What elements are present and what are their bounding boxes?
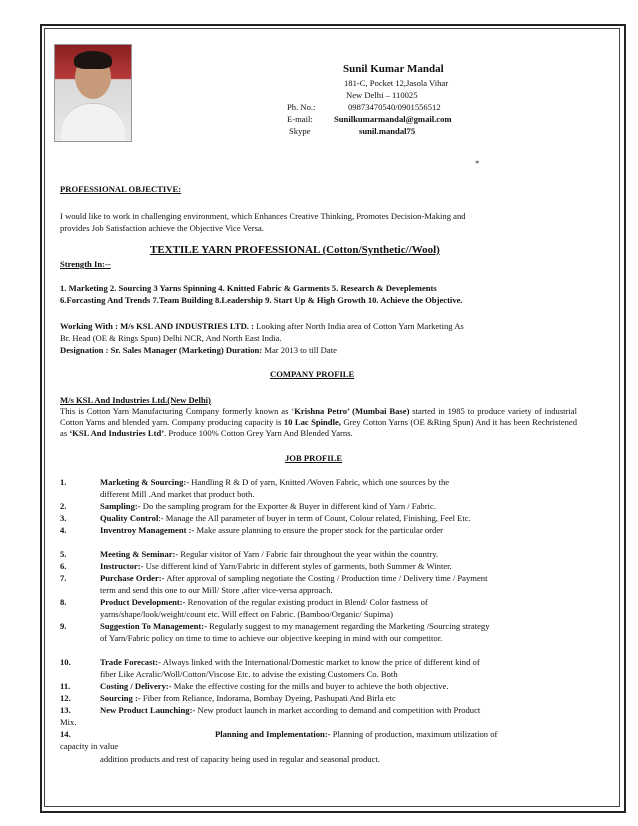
working-line-2: Br. Head (OE & Rings Spun) Delhi NCR, And North East India. xyxy=(60,333,282,343)
skype-label: Skype xyxy=(289,126,311,136)
job-item-continuation: term and send this one to our Mill/ Store ,after vice-versa approach. xyxy=(100,585,333,595)
job-item: Quality Control:- Manage the All parameter of buyer in term of Count, Colour related, Finishing, Feel Etc. xyxy=(100,513,471,523)
job-profile-heading: JOB PROFILE xyxy=(285,453,343,463)
skype-value: sunil.mandal75 xyxy=(359,126,416,136)
objective-heading: PROFESSIONAL OBJECTIVE: xyxy=(60,184,182,194)
designation-line: Designation : Sr. Sales Manager (Marketing) Duration: Mar 2013 to till Date xyxy=(60,345,337,355)
objective-line-1: I would like to work in challenging environment, which Enhances Creative Thinking, Promotes Decision-Making and xyxy=(60,211,466,221)
job-item-number: 11. xyxy=(60,681,71,691)
company-name: M/s KSL And Industries Ltd.(New Delhi) xyxy=(60,395,211,405)
job-profile-tail: addition products and rest of capacity being used in regular and seasonal product. xyxy=(100,754,380,764)
job-item: Meeting & Seminar:- Regular visitor of Yarn / Fabric fair throughout the year within the country. xyxy=(100,549,439,559)
job-item-number: 3. xyxy=(60,513,67,523)
job-item: Costing / Delivery:- Make the effective costing for the mills and buyer to achieve the both objective. xyxy=(100,681,449,691)
job-item-number: 2. xyxy=(60,501,67,511)
job-item-number: 1. xyxy=(60,477,67,487)
job-item: Planning and Implementation:- Planning of production, maximum utilization of xyxy=(215,729,498,739)
job-item: Inventroy Management :- Make assure planning to ensure the proper stock for the particular order xyxy=(100,525,444,535)
job-item: Trade Forecast:- Always linked with the International/Domestic market to know the price of different kind of xyxy=(100,657,480,667)
job-item-continuation: capacity in value xyxy=(60,741,119,751)
email-value[interactable]: Sunilkumarmandal@gmail.com xyxy=(334,114,452,124)
strength-heading: Strength In:-- xyxy=(60,259,111,269)
address-line-2: New Delhi – 110025 xyxy=(346,90,418,100)
objective-line-2: provides Job Satisfaction achieve the Objective Vice Versa. xyxy=(60,223,264,233)
candidate-name: Sunil Kumar Mandal xyxy=(343,63,444,75)
job-item-number: 12. xyxy=(60,693,71,703)
address-line-1: 181-C, Pocket 12,Jasola Vihar xyxy=(344,78,449,88)
company-description: This is Cotton Yarn Manufacturing Company formerly known as ‘Krishna Petro’ (Mumbai Base) started in 1985 to produce variety of industrial Cotton Yarns and blended yarn. Company producing capacity is 10 Lac Spindle, Grey Cotton Yarns (OE &Ring Spun) And it has been Rechristened as ‘KSL And Industries Ltd’. Produce 100% Cotton Grey Yarn And Blended Yarns. xyxy=(60,406,578,438)
job-item-continuation: of Yarn/Fabric policy on time to time to achieve our objective keeping in mind with our competitor. xyxy=(100,633,443,643)
job-item-number: 5. xyxy=(60,549,67,559)
job-item-number: 4. xyxy=(60,525,67,535)
email-label: E-mail: xyxy=(287,114,313,124)
phone-value: 09873470540/0901556512 xyxy=(348,102,441,112)
job-item: Purchase Order:- After approval of sampling negotiate the Costing / Production time / Delivery time / Payment xyxy=(100,573,488,583)
job-item-number: 13. xyxy=(60,705,71,715)
job-item: Product Development:- Renovation of the regular existing product in Blend/ Color fastness of xyxy=(100,597,428,607)
strength-line-2: 6.Forcasting And Trends 7.Team Building 8.Leadership 9. Start Up & High Growth 10. Achieve the Objective. xyxy=(60,295,463,305)
strength-line-1: 1. Marketing 2. Sourcing 3 Yarns Spinning 4. Knitted Fabric & Garments 5. Research & Deveplements xyxy=(60,283,437,293)
job-item-number: 10. xyxy=(60,657,71,667)
asterisk: * xyxy=(475,158,480,168)
working-line-1: Working With : M/s KSL AND INDUSTRIES LTD. : Looking after North India area of Cotton Yarn Marketing As xyxy=(60,321,464,331)
phone-label: Ph. No.: xyxy=(287,102,316,112)
job-item: Marketing & Sourcing:- Handling R & D of yarn, Knitted /Woven Fabric, which one sources by the xyxy=(100,477,450,487)
job-item-continuation: fiber Like Acralic/Woll/Cotton/Viscose Etc. to advise the existing Customers Co. Both xyxy=(100,669,398,679)
job-item: New Product Launching:- New product launch in market according to demand and competition with Product xyxy=(100,705,481,715)
job-item: Sampling:- Do the sampling program for the Exporter & Buyer in different kind of Yarn / Fabric. xyxy=(100,501,436,511)
job-item: Instructor:- Use different kind of Yarn/Fabric in different styles of garments, both Summer & Winter. xyxy=(100,561,452,571)
job-item-continuation: Mix. xyxy=(60,717,77,727)
company-profile-heading: COMPANY PROFILE xyxy=(270,369,355,379)
job-item-number: 9. xyxy=(60,621,67,631)
job-item-continuation: different Mill .And market that product both. xyxy=(100,489,255,499)
job-item-number: 6. xyxy=(60,561,67,571)
profile-photo xyxy=(54,44,132,142)
job-item-continuation: yarns/shape/look/weight/count etc. Will effect on Fabric. (Bamboo/Organic/ Supima) xyxy=(100,609,393,619)
job-item-number: 7. xyxy=(60,573,67,583)
job-item: Sourcing :- Fiber from Reliance, Indorama, Bombay Dyeing, Pashupati And Birla etc xyxy=(100,693,396,703)
job-item-number: 14. xyxy=(60,729,71,739)
job-item: Suggestion To Management:- Regularly suggest to my management regarding the Marketing /Sourcing strategy xyxy=(100,621,490,631)
job-item-number: 8. xyxy=(60,597,67,607)
professional-title: TEXTILE YARN PROFESSIONAL (Cotton/Synthetic//Wool) xyxy=(150,244,440,256)
